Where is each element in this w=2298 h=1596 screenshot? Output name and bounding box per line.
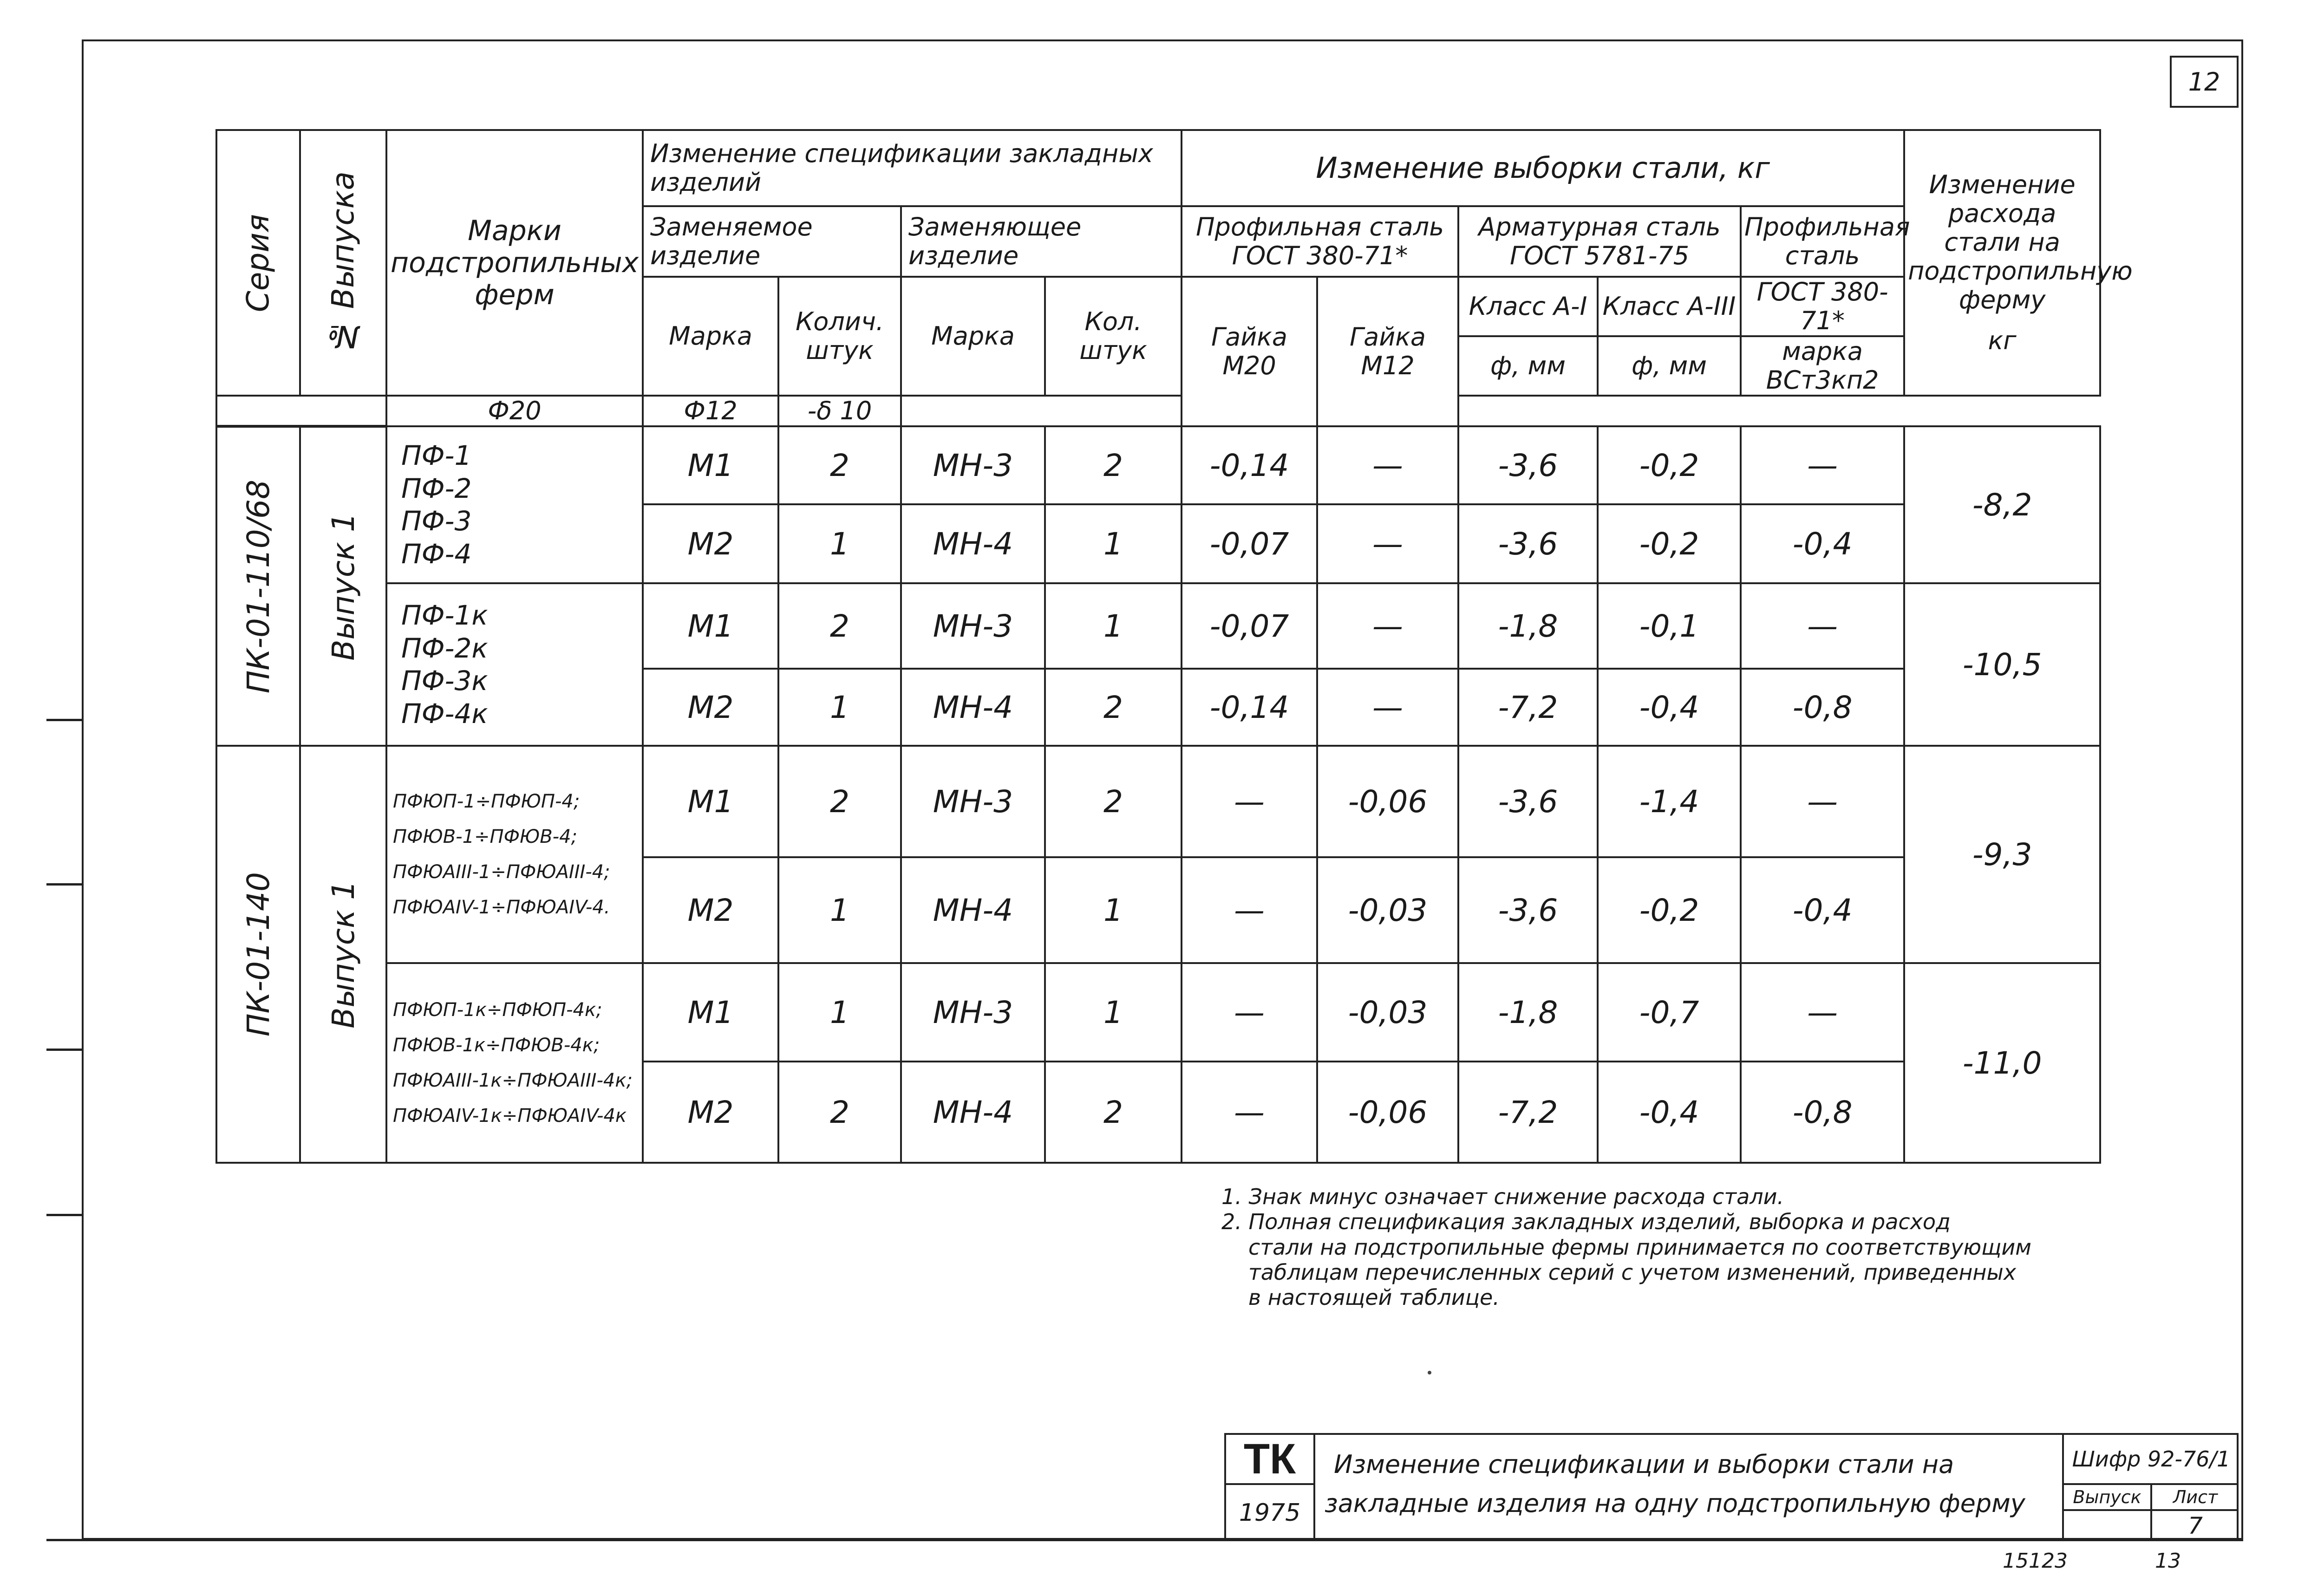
cell-new-qty: 1 (1045, 857, 1182, 963)
truss-mark: ПФ-3 (401, 505, 472, 537)
notes-block (1221, 1184, 2197, 1310)
cell-new-qty: 1 (1045, 583, 1182, 669)
page-number: 12 (2170, 56, 2239, 108)
title-block-right (2062, 1435, 2239, 1541)
truss-mark: ПФ-1 (401, 439, 472, 471)
truss-mark: ПФ-4 (401, 538, 472, 570)
issue-value (2064, 1511, 2152, 1541)
cell-mark: М2 (643, 669, 778, 746)
truss-mark: ПФЮАIII-1÷ПФЮАIII-4; (393, 861, 610, 883)
cell-new-mark: МН-3 (901, 746, 1045, 857)
header-profile-steel-2: Профильная сталь (1741, 206, 1904, 277)
drawing-title (1325, 1445, 2068, 1523)
header-profile-steel: Профильная сталь ГОСТ 380-71* (1182, 206, 1458, 277)
header-mark-2: Марка (901, 277, 1045, 396)
truss-mark: ПФЮАIV-1÷ПФЮАIV-4. (393, 897, 610, 919)
header-series: Серия (216, 130, 300, 396)
cell-nut-m12: -0,03 (1317, 857, 1458, 963)
cell-qty: 2 (778, 1062, 901, 1163)
header-unit-kg: кг (1988, 326, 2017, 356)
header-class-a1: Класс А-I (1458, 277, 1598, 336)
header-nut-m20: Гайка М20 (1182, 277, 1317, 426)
header-dia-mm-2: ф, мм (1598, 336, 1741, 396)
truss-marks-cell (386, 963, 643, 1163)
cell-new-mark: МН-3 (901, 583, 1045, 669)
cell-nut-m12: -0,06 (1317, 746, 1458, 857)
cell-new-qty: 2 (1045, 669, 1182, 746)
archive-number: 15123 (2003, 1549, 2068, 1573)
cell-nut-m12: -0,03 (1317, 963, 1458, 1062)
truss-mark: ПФЮП-1к÷ПФЮП-4к; (393, 999, 602, 1021)
drawing-code: Шифр 92-76/1 (2064, 1435, 2239, 1485)
cell-class-a3: -0,2 (1598, 857, 1741, 963)
cell-class-a3: -0,1 (1598, 583, 1741, 669)
cell-qty: 2 (778, 583, 901, 669)
cell-qty: 2 (778, 426, 901, 504)
truss-mark: ПФЮАIII-1к÷ПФЮАIII-4к; (393, 1070, 633, 1092)
cell-new-qty: 1 (1045, 504, 1182, 583)
cell-mark: М2 (643, 504, 778, 583)
cell-new-mark: МН-3 (901, 963, 1045, 1062)
cell-qty: 2 (778, 746, 901, 857)
header-replacing-item: Заменяющее изделие (901, 206, 1182, 277)
cell-nut-m20: -0,07 (1182, 583, 1317, 669)
truss-marks-cell (386, 583, 643, 746)
title-block (1224, 1433, 2239, 1541)
cell-new-qty: 2 (1045, 1062, 1182, 1163)
cell-total: -10,5 (1904, 583, 2100, 746)
header-qty-replacing: Кол. штук (1045, 277, 1182, 396)
header-spec-change: Изменение спецификации закладных изделий (643, 130, 1182, 206)
header-gap (216, 396, 386, 426)
note-2-line: таблицам перечисленных серий с учетом изменений, приведенных (1248, 1259, 2017, 1285)
header-issue-no: № Выпуска (300, 130, 386, 396)
cell-new-mark: МН-4 (901, 504, 1045, 583)
truss-marks-cell (386, 426, 643, 583)
truss-mark: ПФ-2 (401, 472, 472, 504)
cell-class-a3: -0,4 (1598, 669, 1741, 746)
cell-class-a1: -3,6 (1458, 857, 1598, 963)
header-nut-m12: Гайка М12 (1317, 277, 1458, 426)
cell-profile: — (1741, 583, 1904, 669)
header-thickness: -δ 10 (778, 396, 901, 426)
cell-nut-m20: -0,14 (1182, 426, 1317, 504)
cell-nut-m12: — (1317, 669, 1458, 746)
cell-nut-m20: — (1182, 746, 1317, 857)
cell-mark: М2 (643, 1062, 778, 1163)
cell-nut-m20: — (1182, 1062, 1317, 1163)
header-consumption-change (1904, 130, 2133, 396)
cell-mark: М1 (643, 963, 778, 1062)
margin-tick (46, 719, 83, 721)
cell-qty: 1 (778, 857, 901, 963)
header-truss-marks: Марки подстропильных ферм (386, 130, 643, 396)
cell-profile: — (1741, 963, 1904, 1062)
cell-class-a1: -7,2 (1458, 669, 1598, 746)
note-2-line: в настоящей таблице. (1248, 1285, 1500, 1310)
truss-mark: ПФЮП-1÷ПФЮП-4; (393, 791, 580, 813)
series-cell: ПК-01-110/68 (216, 426, 300, 746)
cell-nut-m12: — (1317, 504, 1458, 583)
header-class-a3: Класс А-III (1598, 277, 1741, 336)
header-gost-380: ГОСТ 380-71* (1741, 277, 1904, 336)
cell-profile: — (1741, 746, 1904, 857)
margin-tick (46, 1214, 83, 1216)
truss-mark: ПФ-3к (401, 665, 488, 697)
cell-qty: 1 (778, 504, 901, 583)
cell-class-a3: -1,4 (1598, 746, 1741, 857)
cell-profile: -0,4 (1741, 504, 1904, 583)
header-mark: Марка (643, 277, 778, 396)
note-2-line: стали на подстропильные фермы принимается по соответствующим (1248, 1234, 2032, 1260)
cell-new-mark: МН-4 (901, 857, 1045, 963)
cell-total: -11,0 (1904, 963, 2100, 1163)
header-grade: марка ВСт3кп2 (1741, 336, 1904, 396)
cell-class-a3: -0,2 (1598, 426, 1741, 504)
cell-total: -9,3 (1904, 746, 2100, 963)
header-dia-mm-1: ф, мм (1458, 336, 1598, 396)
issue-label: Выпуск (2064, 1485, 2152, 1511)
cell-qty: 1 (778, 669, 901, 746)
header-steel-change: Изменение выборки стали, кг (1182, 130, 1904, 206)
cell-class-a1: -7,2 (1458, 1062, 1598, 1163)
cell-new-qty: 2 (1045, 746, 1182, 857)
org-code: ТК (1226, 1435, 1315, 1485)
year: 1975 (1226, 1485, 1315, 1541)
cell-nut-m12: — (1317, 426, 1458, 504)
sheet-label: Лист (2152, 1485, 2239, 1511)
cell-profile: -0,4 (1741, 857, 1904, 963)
header-replaced-item: Заменяемое изделие (643, 206, 901, 277)
cell-class-a1: -3,6 (1458, 426, 1598, 504)
spec-change-table (215, 129, 2133, 1164)
stray-dot (1428, 1371, 1431, 1375)
margin-tick (46, 883, 83, 886)
cell-new-mark: МН-4 (901, 1062, 1045, 1163)
cell-nut-m12: -0,06 (1317, 1062, 1458, 1163)
cell-class-a1: -3,6 (1458, 746, 1598, 857)
issue-cell: Выпуск 1 (300, 746, 386, 1163)
cell-new-qty: 2 (1045, 426, 1182, 504)
cell-class-a1: -1,8 (1458, 583, 1598, 669)
cell-nut-m12: — (1317, 583, 1458, 669)
truss-mark: ПФЮВ-1к÷ПФЮВ-4к; (393, 1035, 600, 1056)
cell-nut-m20: — (1182, 857, 1317, 963)
cell-profile: -0,8 (1741, 1062, 1904, 1163)
cell-class-a1: -1,8 (1458, 963, 1598, 1062)
cell-nut-m20: -0,14 (1182, 669, 1317, 746)
truss-mark: ПФЮВ-1÷ПФЮВ-4; (393, 826, 578, 848)
cell-nut-m20: — (1182, 963, 1317, 1062)
cell-profile: — (1741, 426, 1904, 504)
truss-mark: ПФЮАIV-1к÷ПФЮАIV-4к (393, 1105, 627, 1127)
note-1: 1. Знак минус означает снижение расхода стали. (1221, 1184, 1784, 1209)
header-consumption-text: Изменение расхода стали на подстропильную ферму (1908, 169, 2133, 315)
cell-new-mark: МН-4 (901, 669, 1045, 746)
cell-profile: -0,8 (1741, 669, 1904, 746)
cell-mark: М1 (643, 583, 778, 669)
issue-cell: Выпуск 1 (300, 426, 386, 746)
cell-nut-m20: -0,07 (1182, 504, 1317, 583)
margin-tick (46, 1049, 83, 1051)
drawing-title-line: закладные изделия на одну подстропильную ферму (1325, 1488, 2025, 1518)
cell-class-a3: -0,7 (1598, 963, 1741, 1062)
header-dia-20: Ф20 (386, 396, 643, 426)
cell-class-a1: -3,6 (1458, 504, 1598, 583)
cell-new-qty: 1 (1045, 963, 1182, 1062)
truss-mark: ПФ-1к (401, 599, 488, 631)
note-2: 2. Полная спецификация закладных изделий, выборка и расход (1221, 1209, 1951, 1235)
cell-mark: М1 (643, 746, 778, 857)
archive-page: 13 (2155, 1549, 2181, 1573)
cell-total: -8,2 (1904, 426, 2100, 583)
cell-qty: 1 (778, 963, 901, 1062)
truss-mark: ПФ-2к (401, 632, 488, 664)
cell-new-mark: МН-3 (901, 426, 1045, 504)
header-dia-12: Ф12 (643, 396, 778, 426)
header-rebar-steel: Арматурная сталь ГОСТ 5781-75 (1458, 206, 1741, 277)
header-qty-replaced: Колич. штук (778, 277, 901, 396)
series-cell: ПК-01-140 (216, 746, 300, 1163)
cell-class-a3: -0,2 (1598, 504, 1741, 583)
truss-mark: ПФ-4к (401, 698, 488, 730)
cell-mark: М1 (643, 426, 778, 504)
cell-mark: М2 (643, 857, 778, 963)
truss-marks-cell (386, 746, 643, 963)
drawing-title-line: Изменение спецификации и выборки стали на (1334, 1450, 1954, 1479)
sheet-value: 7 (2188, 1512, 2203, 1539)
cell-class-a3: -0,4 (1598, 1062, 1741, 1163)
